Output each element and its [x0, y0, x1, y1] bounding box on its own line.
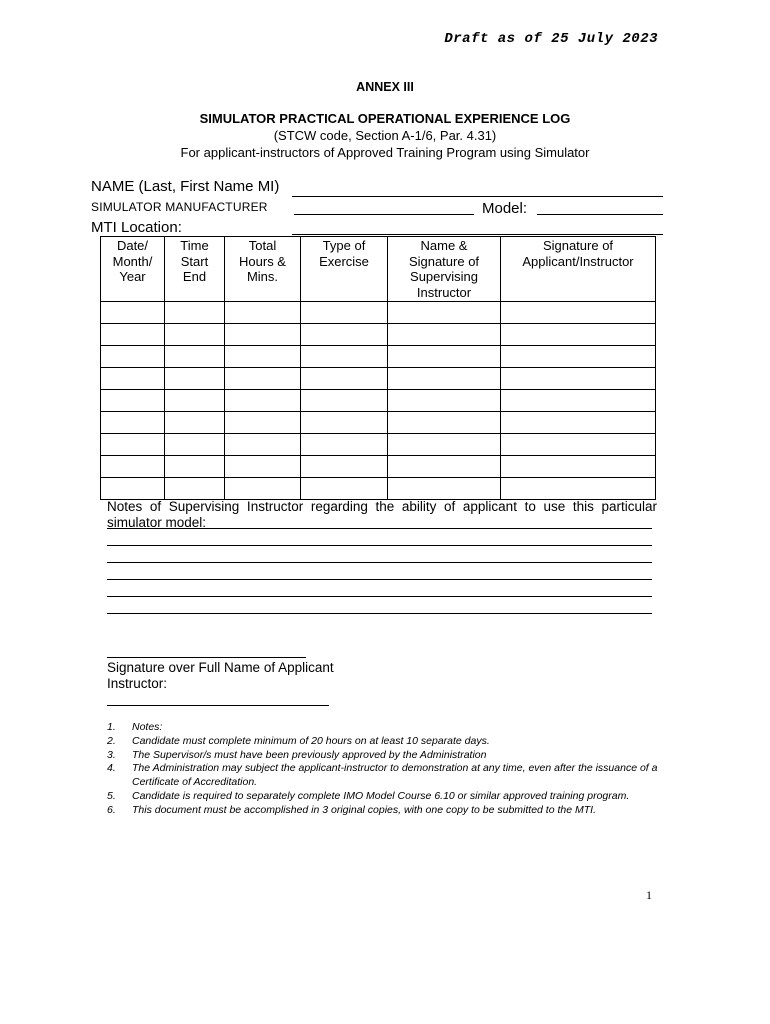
table-cell[interactable]: [301, 456, 388, 478]
table-cell[interactable]: [388, 324, 501, 346]
table-cell[interactable]: [101, 368, 165, 390]
table-cell[interactable]: [388, 478, 501, 500]
table-cell[interactable]: [501, 390, 656, 412]
table-cell[interactable]: [165, 368, 225, 390]
list-item: 6. This document must be accomplished in 3 original copies, with one copy to be submitted to the MTI.: [107, 803, 596, 816]
table-cell[interactable]: [301, 368, 388, 390]
list-item: 5. Candidate is required to separately complete IMO Model Course 6.10 or similar approved training program.: [107, 789, 630, 802]
table-cell[interactable]: [501, 302, 656, 324]
col-header-time: Time Start End: [165, 237, 225, 302]
table-cell[interactable]: [301, 346, 388, 368]
table-cell[interactable]: [225, 456, 301, 478]
table-cell[interactable]: [101, 346, 165, 368]
table-cell[interactable]: [501, 434, 656, 456]
notes-line[interactable]: [107, 596, 652, 597]
list-item: 4. The Administration may subject the applicant-instructor to demonstration at any time, even after the issuance of a Certificate of Accreditation.: [107, 762, 658, 789]
supervisor-notes-label: Notes of Supervising Instructor regarding the ability of applicant to use this particular simulator model:: [107, 499, 657, 530]
subtitle-applicants: For applicant-instructors of Approved Training Program using Simulator: [180, 145, 590, 160]
table-cell[interactable]: [501, 368, 656, 390]
table-cell[interactable]: [501, 324, 656, 346]
table-cell[interactable]: [225, 390, 301, 412]
table-row: [101, 412, 656, 434]
table-cell[interactable]: [388, 456, 501, 478]
table-cell[interactable]: [388, 412, 501, 434]
table-cell[interactable]: [388, 390, 501, 412]
table-cell[interactable]: [165, 390, 225, 412]
table-cell[interactable]: [388, 302, 501, 324]
table-cell[interactable]: [225, 368, 301, 390]
signature-label: Signature over Full Name of Applicant: [107, 660, 334, 675]
table-cell[interactable]: [301, 478, 388, 500]
table-cell[interactable]: [301, 390, 388, 412]
table-cell[interactable]: [501, 478, 656, 500]
table-header-row: [101, 237, 656, 302]
table-cell[interactable]: [101, 324, 165, 346]
table-cell[interactable]: [388, 434, 501, 456]
table-cell[interactable]: [388, 346, 501, 368]
table-body: [101, 302, 656, 500]
table-cell[interactable]: [101, 302, 165, 324]
table-cell[interactable]: [225, 434, 301, 456]
table-cell[interactable]: [501, 412, 656, 434]
table-row: [101, 324, 656, 346]
table-cell[interactable]: [301, 434, 388, 456]
name-label: NAME (Last, First Name MI): [91, 178, 280, 195]
table-cell[interactable]: [165, 412, 225, 434]
col-header-exercise-type: Type of Exercise: [301, 237, 388, 302]
mti-location-field[interactable]: [292, 234, 663, 235]
table-row: [101, 478, 656, 500]
table-row: [101, 302, 656, 324]
mti-location-label: MTI Location:: [91, 219, 182, 236]
instructor-label: Instructor:: [107, 676, 168, 691]
notes-line[interactable]: [107, 562, 652, 563]
table-cell[interactable]: [101, 456, 165, 478]
col-header-supervisor-signature: Name & Signature of Supervising Instructor: [388, 237, 501, 302]
table-cell[interactable]: [165, 324, 225, 346]
table-cell[interactable]: [501, 346, 656, 368]
col-header-total-hours: Total Hours & Mins.: [225, 237, 301, 302]
list-item: 2. Candidate must complete minimum of 20 hours on at least 10 separate days.: [107, 734, 490, 747]
table-row: [101, 434, 656, 456]
experience-log-table: [100, 236, 656, 500]
manufacturer-field[interactable]: [294, 214, 474, 215]
table-cell[interactable]: [101, 478, 165, 500]
notes-line[interactable]: [107, 613, 652, 614]
table-row: [101, 368, 656, 390]
table-cell[interactable]: [101, 412, 165, 434]
list-item: 1. Notes:: [107, 721, 163, 733]
name-field[interactable]: [292, 196, 663, 197]
table-row: [101, 390, 656, 412]
table-row: [101, 346, 656, 368]
table-cell[interactable]: [225, 302, 301, 324]
table-cell[interactable]: [165, 456, 225, 478]
page-number: 1: [646, 888, 652, 902]
table-cell[interactable]: [165, 346, 225, 368]
table-cell[interactable]: [225, 346, 301, 368]
table-row: [101, 456, 656, 478]
table-cell[interactable]: [501, 456, 656, 478]
notes-line[interactable]: [107, 579, 652, 580]
model-label: Model:: [482, 200, 528, 217]
table-cell[interactable]: [165, 434, 225, 456]
table-cell[interactable]: [165, 478, 225, 500]
table-cell[interactable]: [301, 324, 388, 346]
manufacturer-label: SIMULATOR MANUFACTURER: [91, 200, 268, 214]
notes-line[interactable]: [107, 528, 652, 529]
model-field[interactable]: [537, 214, 663, 215]
table-cell[interactable]: [101, 390, 165, 412]
table-cell[interactable]: [301, 412, 388, 434]
subtitle: (STCW code, Section A-1/6, Par. 4.31): [273, 128, 497, 143]
col-header-applicant-signature: Signature of Applicant/Instructor: [501, 237, 656, 302]
annex-heading: ANNEX III: [356, 80, 414, 94]
table-cell[interactable]: [388, 368, 501, 390]
table-cell[interactable]: [101, 434, 165, 456]
table-cell[interactable]: [301, 302, 388, 324]
list-item: 3. The Supervisor/s must have been previously approved by the Administration: [107, 748, 487, 761]
instructor-field[interactable]: [107, 705, 329, 706]
applicant-signature-field[interactable]: [107, 657, 306, 658]
table-cell[interactable]: [165, 302, 225, 324]
page-title: SIMULATOR PRACTICAL OPERATIONAL EXPERIENCE LOG: [199, 111, 571, 126]
table-cell[interactable]: [225, 412, 301, 434]
col-header-date: Date/ Month/ Year: [101, 237, 165, 302]
draft-stamp: Draft as of 25 July 2023: [444, 31, 658, 47]
notes-line[interactable]: [107, 545, 652, 546]
table-cell[interactable]: [225, 478, 301, 500]
table-cell[interactable]: [225, 324, 301, 346]
notes-list: [107, 721, 667, 818]
